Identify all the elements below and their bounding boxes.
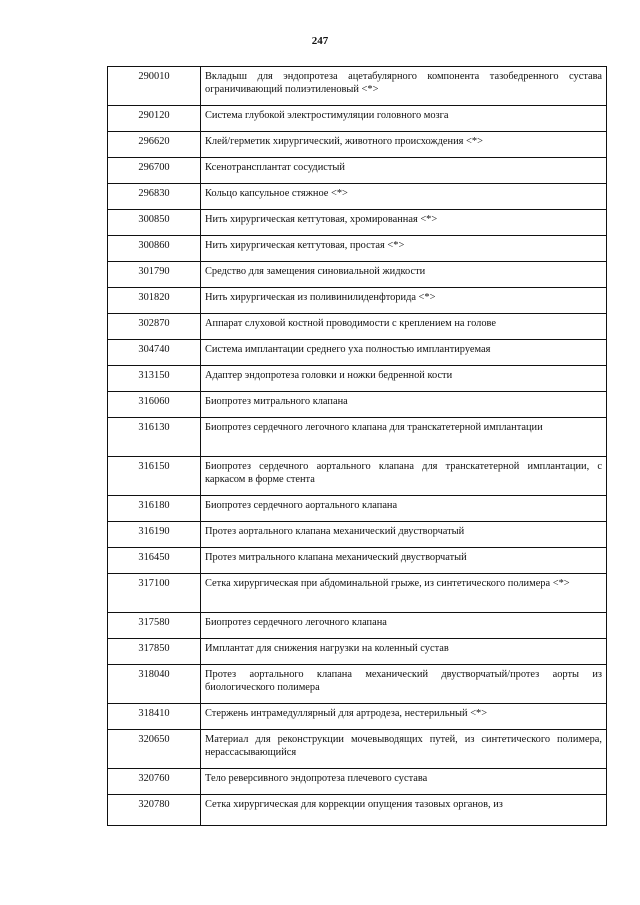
table-row	[108, 548, 607, 574]
row-description: Биопротез сердечного аортального клапана	[201, 496, 607, 522]
table-row	[108, 392, 607, 418]
table-row	[108, 418, 607, 457]
table-row	[108, 366, 607, 392]
row-code: 313150	[108, 366, 201, 392]
row-description: Стержень интрамедуллярный для артродеза, нестерильный <*>	[201, 704, 607, 730]
row-description: Сетка хирургическая при абдоминальной грыже, из синтетического полимера <*>	[201, 574, 607, 613]
table-row	[108, 67, 607, 106]
row-description: Система имплантации среднего уха полностью имплантируемая	[201, 340, 607, 366]
row-code: 290120	[108, 106, 201, 132]
row-code: 316180	[108, 496, 201, 522]
row-description: Нить хирургическая кетгутовая, хромированная <*>	[201, 210, 607, 236]
table-row	[108, 184, 607, 210]
row-description: Система глубокой электростимуляции головного мозга	[201, 106, 607, 132]
row-description: Биопротез сердечного легочного клапана для транскатетерной имплантации	[201, 418, 607, 457]
table-row	[108, 236, 607, 262]
table-row	[108, 574, 607, 613]
table-row	[108, 106, 607, 132]
row-description: Сетка хирургическая для коррекции опущения тазовых органов, из	[201, 795, 607, 826]
row-description: Средство для замещения синовиальной жидкости	[201, 262, 607, 288]
row-description: Вкладыш для эндопротеза ацетабулярного компонента тазобедренного сустава ограничивающий полиэтиленовый <*>	[201, 67, 607, 106]
row-code: 296830	[108, 184, 201, 210]
row-description: Адаптер эндопротеза головки и ножки бедренной кости	[201, 366, 607, 392]
row-code: 317100	[108, 574, 201, 613]
table-row	[108, 522, 607, 548]
device-code-table	[107, 66, 607, 826]
table-row	[108, 639, 607, 665]
row-description: Биопротез сердечного аортального клапана для транскатетерной имплантации, с каркасом в форме стента	[201, 457, 607, 496]
page-number: 247	[311, 35, 329, 47]
row-code: 320760	[108, 769, 201, 795]
row-code: 320780	[108, 795, 201, 826]
row-code: 316150	[108, 457, 201, 496]
row-code: 296700	[108, 158, 201, 184]
row-description: Аппарат слуховой костной проводимости с креплением на голове	[201, 314, 607, 340]
table-row	[108, 704, 607, 730]
table-row	[108, 665, 607, 704]
table-row	[108, 158, 607, 184]
row-description: Биопротез сердечного легочного клапана	[201, 613, 607, 639]
row-description: Кольцо капсульное стяжное <*>	[201, 184, 607, 210]
table-row	[108, 262, 607, 288]
table-row	[108, 613, 607, 639]
row-description: Нить хирургическая из поливинилиденфторида <*>	[201, 288, 607, 314]
table-row	[108, 210, 607, 236]
row-description: Протез аортального клапана механический двустворчатый/протез аорты из биологического полимера	[201, 665, 607, 704]
row-description: Ксенотрансплантат сосудистый	[201, 158, 607, 184]
row-code: 320650	[108, 730, 201, 769]
table-row	[108, 730, 607, 769]
row-code: 316450	[108, 548, 201, 574]
table-row	[108, 314, 607, 340]
row-code: 316060	[108, 392, 201, 418]
table-row	[108, 795, 607, 826]
row-description: Биопротез митрального клапана	[201, 392, 607, 418]
row-code: 316130	[108, 418, 201, 457]
row-description: Протез аортального клапана механический двустворчатый	[201, 522, 607, 548]
table-row	[108, 340, 607, 366]
row-code: 318040	[108, 665, 201, 704]
table-row	[108, 496, 607, 522]
table-row	[108, 132, 607, 158]
row-code: 304740	[108, 340, 201, 366]
row-code: 317580	[108, 613, 201, 639]
row-code: 317850	[108, 639, 201, 665]
table-row	[108, 288, 607, 314]
row-description: Нить хирургическая кетгутовая, простая <*>	[201, 236, 607, 262]
row-description: Имплантат для снижения нагрузки на коленный сустав	[201, 639, 607, 665]
row-code: 300850	[108, 210, 201, 236]
row-code: 290010	[108, 67, 201, 106]
row-code: 301790	[108, 262, 201, 288]
table-row	[108, 769, 607, 795]
row-description: Материал для реконструкции мочевыводящих путей, из синтетического полимера, нерассасывающийся	[201, 730, 607, 769]
row-code: 301820	[108, 288, 201, 314]
row-description: Клей/герметик хирургический, животного происхождения <*>	[201, 132, 607, 158]
row-code: 302870	[108, 314, 201, 340]
row-code: 300860	[108, 236, 201, 262]
row-code: 296620	[108, 132, 201, 158]
row-description: Тело реверсивного эндопротеза плечевого сустава	[201, 769, 607, 795]
table-row	[108, 457, 607, 496]
row-code: 316190	[108, 522, 201, 548]
row-code: 318410	[108, 704, 201, 730]
row-description: Протез митрального клапана механический двустворчатый	[201, 548, 607, 574]
